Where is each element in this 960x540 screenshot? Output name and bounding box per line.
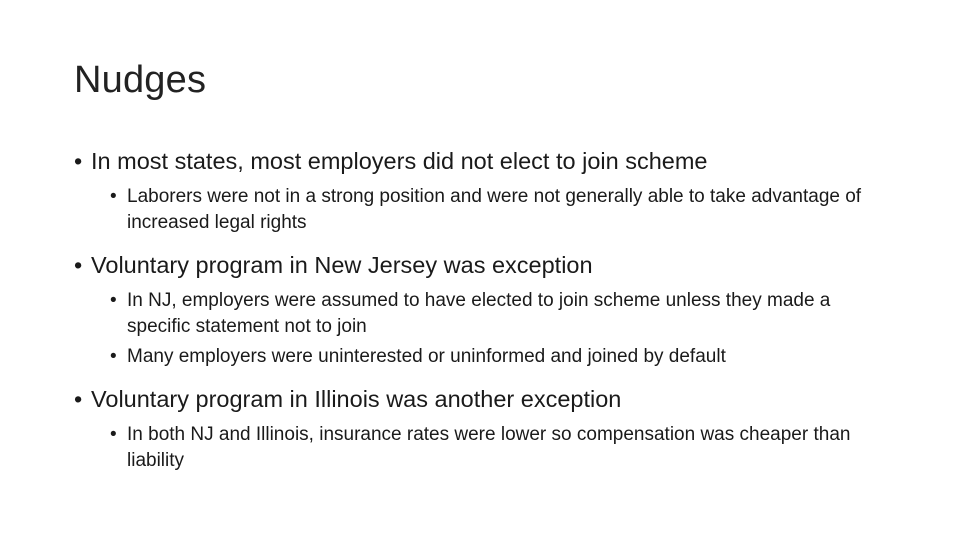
bullet-text: Voluntary program in Illinois was another exception: [91, 386, 622, 412]
sub-bullet-text: In both NJ and Illinois, insurance rates were lower so compensation was cheaper than liability: [127, 424, 851, 471]
bullet-item-2: [74, 250, 894, 280]
sub-bullet-item-3-1: [74, 422, 894, 474]
sub-bullet-text: Many employers were uninterested or uninformed and joined by default: [127, 346, 726, 367]
sub-bullet-text: Laborers were not in a strong position and were not generally able to take advantage of increased legal rights: [127, 186, 862, 233]
bullet-item-3: [74, 384, 894, 414]
bullet-text: Voluntary program in New Jersey was exception: [91, 252, 593, 278]
sub-bullet-item-2-1: [74, 288, 894, 340]
bullet-item-1: [74, 146, 894, 176]
bullet-icon: •: [74, 252, 83, 278]
sub-bullet-icon: •: [110, 290, 117, 311]
bullet-text: In most states, most employers did not elect to join scheme: [91, 148, 708, 174]
sub-bullet-icon: •: [110, 346, 117, 367]
sub-bullet-item-2-2: [74, 344, 894, 370]
slide-title: Nudges: [74, 59, 207, 101]
bullet-icon: •: [74, 148, 83, 174]
sub-bullet-text: In NJ, employers were assumed to have elected to join scheme unless they made a specific statement not to join: [127, 290, 831, 337]
sub-bullet-icon: •: [110, 424, 117, 445]
sub-bullet-icon: •: [110, 186, 117, 207]
bullet-list: [74, 146, 894, 474]
sub-bullet-item-1-1: [74, 184, 894, 236]
bullet-icon: •: [74, 386, 83, 412]
